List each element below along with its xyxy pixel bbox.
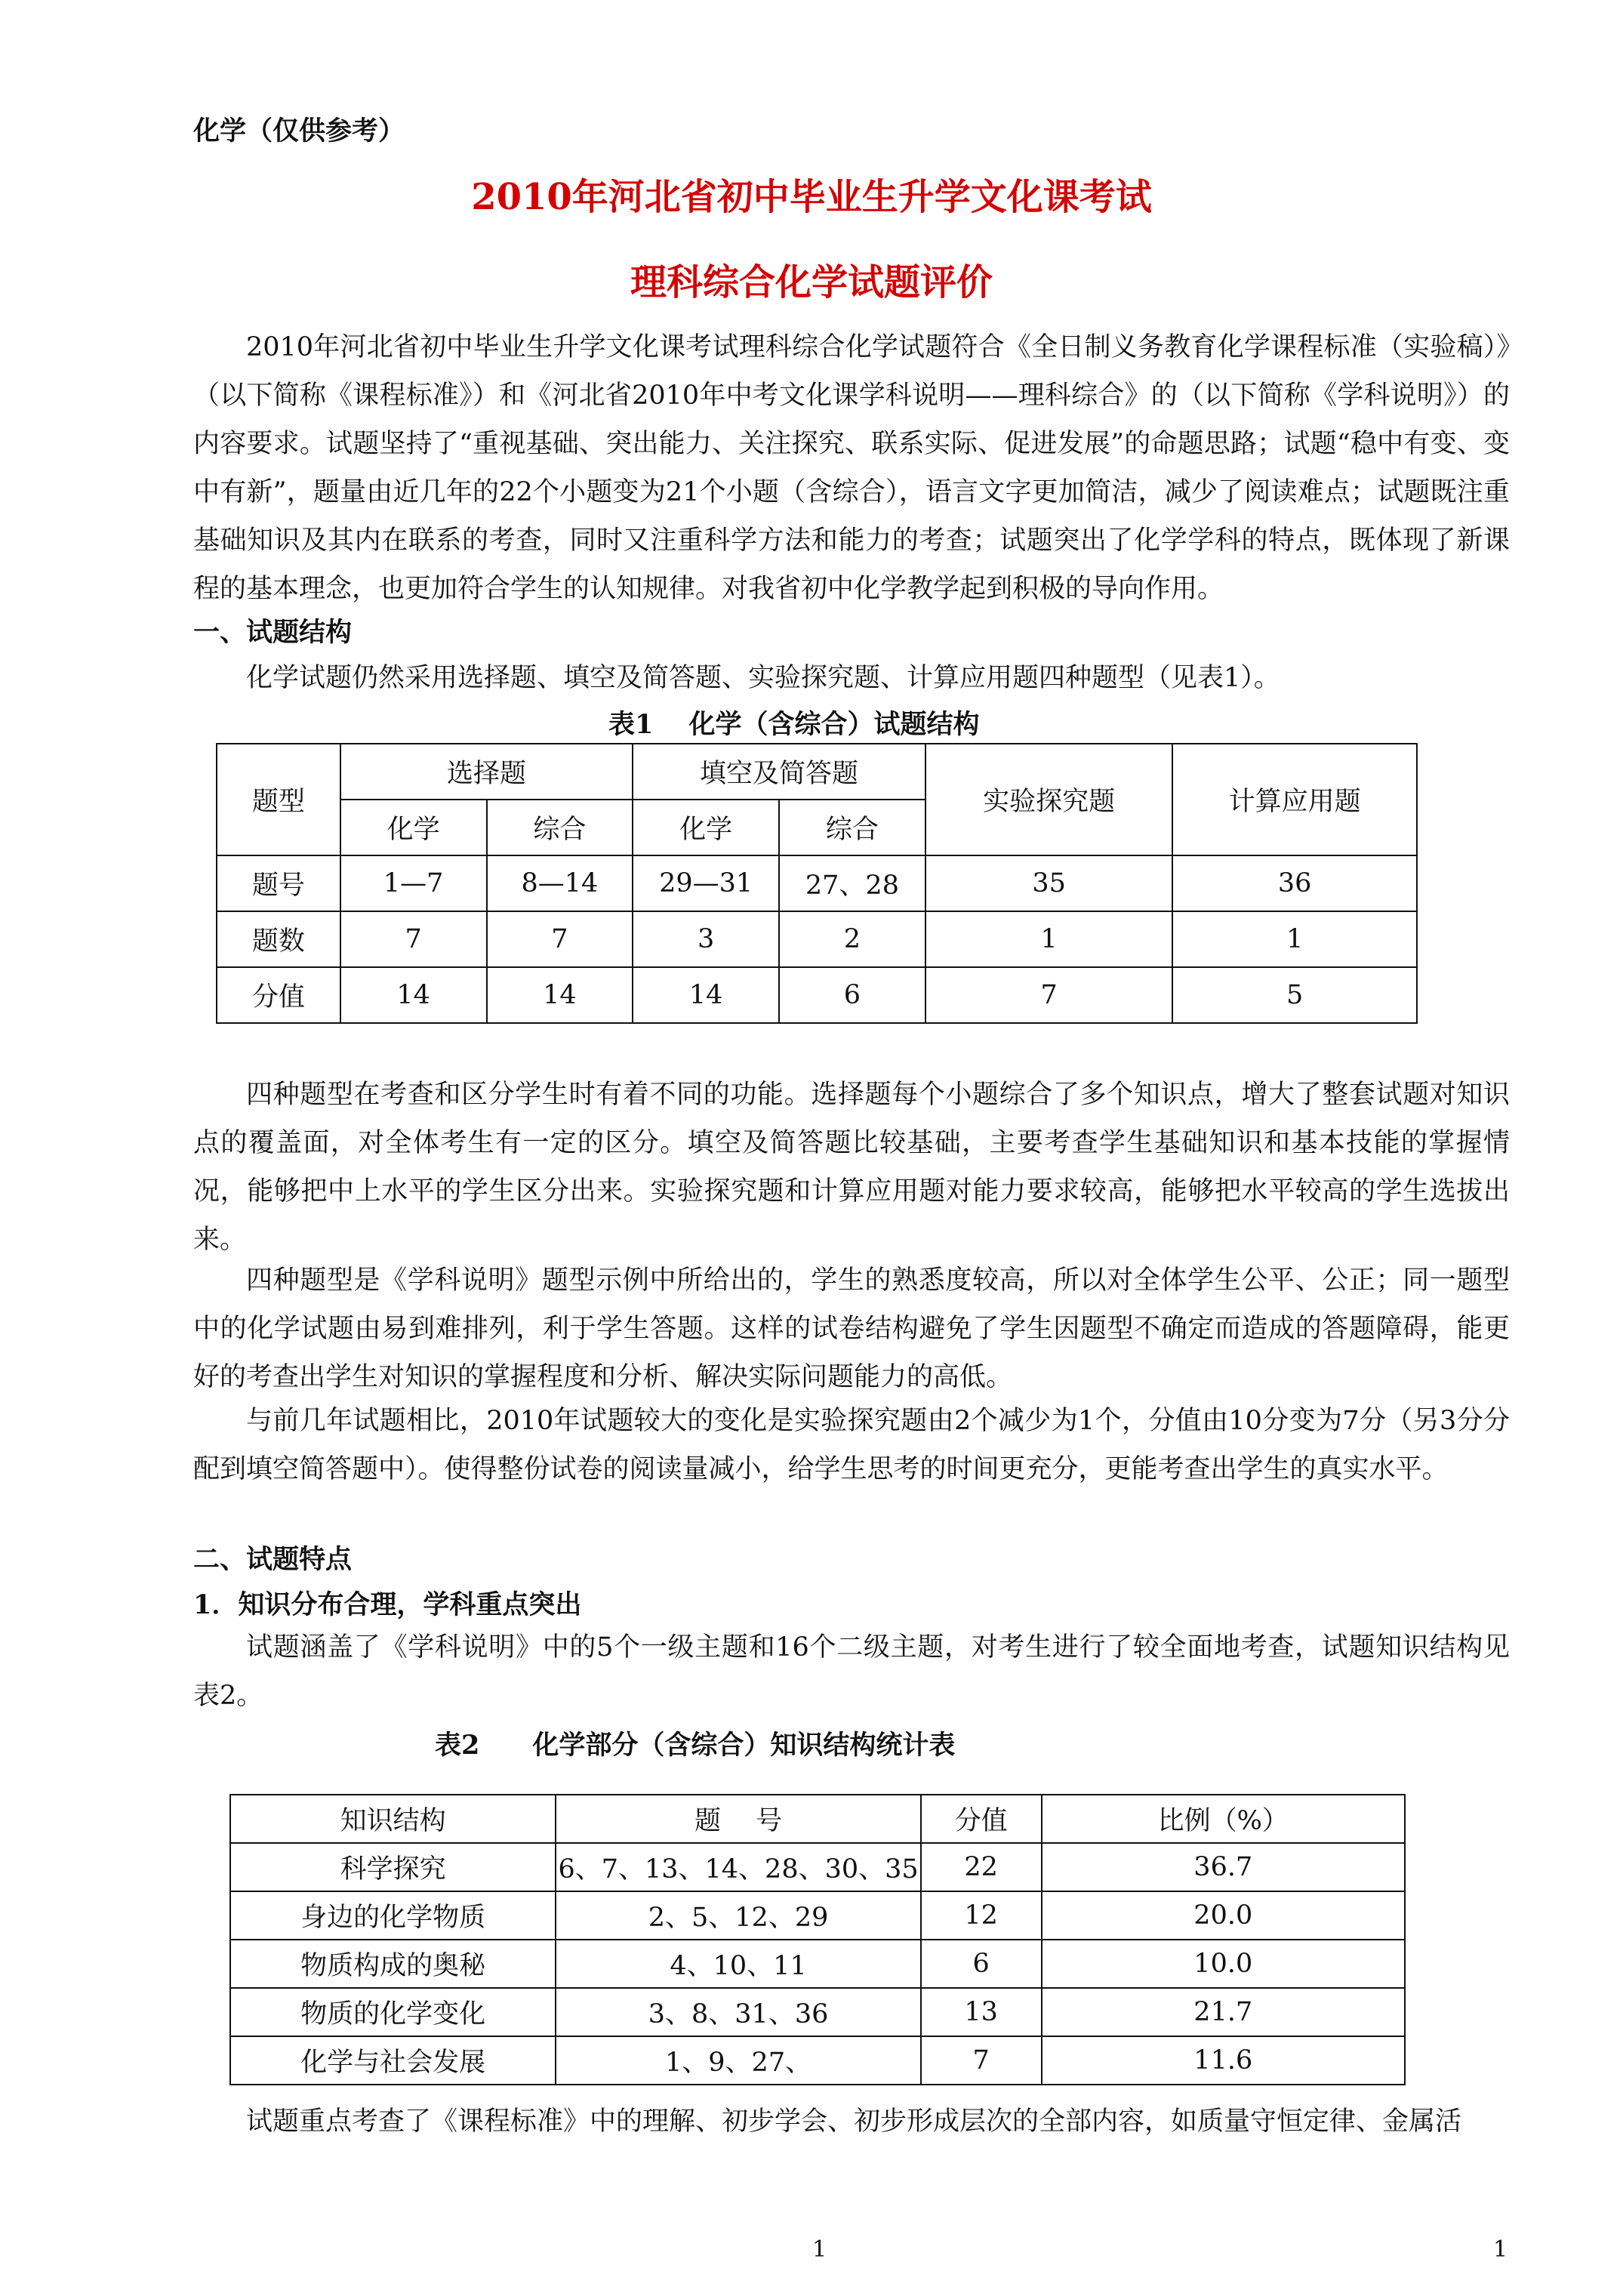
- table-cell: 物质的化学变化: [230, 1988, 556, 2036]
- table-cell: 3: [633, 911, 779, 967]
- table-row: [230, 1843, 1405, 1891]
- table-cell: 6、7、13、14、28、30、35: [556, 1843, 920, 1891]
- table-header-cell: 比例（%）: [1042, 1795, 1405, 1843]
- table-header-cell: 知识结构: [230, 1795, 556, 1843]
- table-row-label: 题数: [217, 911, 340, 967]
- table-cell: 13: [921, 1988, 1042, 2036]
- table-cell: 35: [925, 855, 1173, 911]
- table-cell: 科学探究: [230, 1843, 556, 1891]
- table-cell: 7: [487, 911, 633, 967]
- page-number: 1: [812, 2236, 827, 2263]
- table-header-cell: 综合: [487, 800, 633, 855]
- table-cell: 22: [921, 1843, 1042, 1891]
- table-cell: 20.0: [1042, 1891, 1405, 1940]
- table-cell: 5: [1172, 967, 1417, 1023]
- table-cell: 36: [1172, 855, 1417, 911]
- table-cell: 2: [779, 911, 925, 967]
- table-cell: 物质构成的奥秘: [230, 1940, 556, 1988]
- document-subtitle: 理科综合化学试题评价: [630, 261, 993, 304]
- table-cell: 2、5、12、29: [556, 1891, 920, 1940]
- table-cell: 4、10、11: [556, 1940, 920, 1988]
- table-row: [230, 2036, 1405, 2085]
- table-cell: 6: [921, 1940, 1042, 1988]
- table2-caption: 表2 化学部分（含综合）知识结构统计表: [435, 1730, 956, 1761]
- knowledge-paragraph: 试题涵盖了《学科说明》中的5个一级主题和16个二级主题，对考生进行了较全面地考查，试题知识结构见表2。: [193, 1632, 1510, 1711]
- table-row: [217, 911, 1417, 967]
- table-cell: 1、9、27、: [556, 2036, 920, 2085]
- table-cell: 1: [1172, 911, 1417, 967]
- table-cell: 14: [633, 967, 779, 1023]
- table-row: [230, 1988, 1405, 2036]
- table-header-cell: 综合: [779, 800, 925, 855]
- table-cell: 29—31: [633, 855, 779, 911]
- table-cell: 身边的化学物质: [230, 1891, 556, 1940]
- table-header-cell: 选择题: [340, 744, 633, 800]
- fairness-paragraph: 四种题型是《学科说明》题型示例中所给出的，学生的熟悉度较高，所以对全体学生公平、公正；同一题型中的化学试题由易到难排列，利于学生答题。这样的试卷结构避免了学生因题型不确定而造成的答题障碍，能更好的考查出学生对知识的掌握程度和分析、解决实际问题能力的高低。: [193, 1265, 1510, 1392]
- table-cell: 7: [921, 2036, 1042, 2085]
- table-cell: 14: [340, 967, 487, 1023]
- table-cell: 14: [487, 967, 633, 1023]
- table-cell: 6: [779, 967, 925, 1023]
- table-header-row: [230, 1795, 1405, 1843]
- table-header-cell: 题 号: [556, 1795, 920, 1843]
- table-header-cell: 分值: [921, 1795, 1042, 1843]
- table-cell: 3、8、31、36: [556, 1988, 920, 2036]
- question-structure-table: [216, 743, 1418, 1024]
- table-cell: 1—7: [340, 855, 487, 911]
- table-header-cell: 化学: [340, 800, 487, 855]
- page-number-right: 1: [1493, 2236, 1508, 2263]
- intro-paragraph: 2010年河北省初中毕业生升学文化课考试理科综合化学试题符合《全日制义务教育化学课程标准（实验稿）》（以下简称《课程标准》）和《河北省2010年中考文化课学科说明——理科综合》的（以下简称《学科说明》）的内容要求。试题坚持了“重视基础、突出能力、关注探究、联系实际、促进发展”的命题思路；试题“稳中有变、变中有新”，题量由近几年的22个小题变为21个小题（含综合），语言文字更加简洁，减少了阅读难点；试题既注重基础知识及其内在联系的考查，同时又注重科学方法和能力的考查；试题突出了化学学科的特点，既体现了新课程的基本理念，也更加符合学生的认知规律。对我省初中化学教学起到积极的导向作用。: [193, 332, 1510, 604]
- table-row: [217, 855, 1417, 911]
- table-header-cell: 题型: [217, 744, 340, 855]
- document-title: 2010年河北省初中毕业生升学文化课考试: [471, 176, 1152, 218]
- section-heading-features: 二、试题特点: [193, 1544, 353, 1575]
- question-types-paragraph: 四种题型在考查和区分学生时有着不同的功能。选择题每个小题综合了多个知识点，增大了整套试题对知识点的覆盖面，对全体考生有一定的区分。填空及简答题比较基础，主要考查学生基础知识和基本技能的掌握情况，能够把中上水平的学生区分出来。实验探究题和计算应用题对能力要求较高，能够把水平较高的学生选拔出来。: [193, 1080, 1510, 1255]
- knowledge-structure-table: [229, 1794, 1406, 2085]
- table-cell: 36.7: [1042, 1843, 1405, 1891]
- table-header-row: [217, 744, 1417, 800]
- table-row-label: 题号: [217, 855, 340, 911]
- section-heading-structure: 一、试题结构: [193, 617, 353, 648]
- table-row: [217, 967, 1417, 1023]
- table-header-cell: 填空及简答题: [633, 744, 925, 800]
- table-cell: 7: [925, 967, 1173, 1023]
- structure-paragraph: 化学试题仍然采用选择题、填空及简答题、实验探究题、计算应用题四种题型（见表1）。: [246, 663, 1280, 693]
- table-cell: 化学与社会发展: [230, 2036, 556, 2085]
- table-cell: 21.7: [1042, 1988, 1405, 2036]
- table-cell: 8—14: [487, 855, 633, 911]
- table-cell: 10.0: [1042, 1940, 1405, 1988]
- table-row: [230, 1891, 1405, 1940]
- table-cell: 12: [921, 1891, 1042, 1940]
- table-cell: 7: [340, 911, 487, 967]
- table1-caption: 表1 化学（含综合）试题结构: [608, 709, 980, 740]
- table-header-cell: 计算应用题: [1172, 744, 1417, 855]
- table-cell: 11.6: [1042, 2036, 1405, 2085]
- table-row-label: 分值: [217, 967, 340, 1023]
- table-header-cell: 化学: [633, 800, 779, 855]
- closing-paragraph: 试题重点考查了《课程标准》中的理解、初步学会、初步形成层次的全部内容，如质量守恒定律、金属活: [246, 2106, 1462, 2137]
- header-tag: 化学（仅供参考）: [193, 116, 405, 146]
- table-cell: 27、28: [779, 855, 925, 911]
- changes-paragraph: 与前几年试题相比，2010年试题较大的变化是实验探究题由2个减少为1个，分值由10分变为7分（另3分分配到填空简答题中）。使得整份试卷的阅读量减小，给学生思考的时间更充分，更能考查出学生的真实水平。: [193, 1406, 1510, 1484]
- table-header-cell: 实验探究题: [925, 744, 1173, 855]
- table-row: [230, 1940, 1405, 1988]
- subsection-heading-knowledge: 1．知识分布合理，学科重点突出: [193, 1589, 582, 1620]
- table-cell: 1: [925, 911, 1173, 967]
